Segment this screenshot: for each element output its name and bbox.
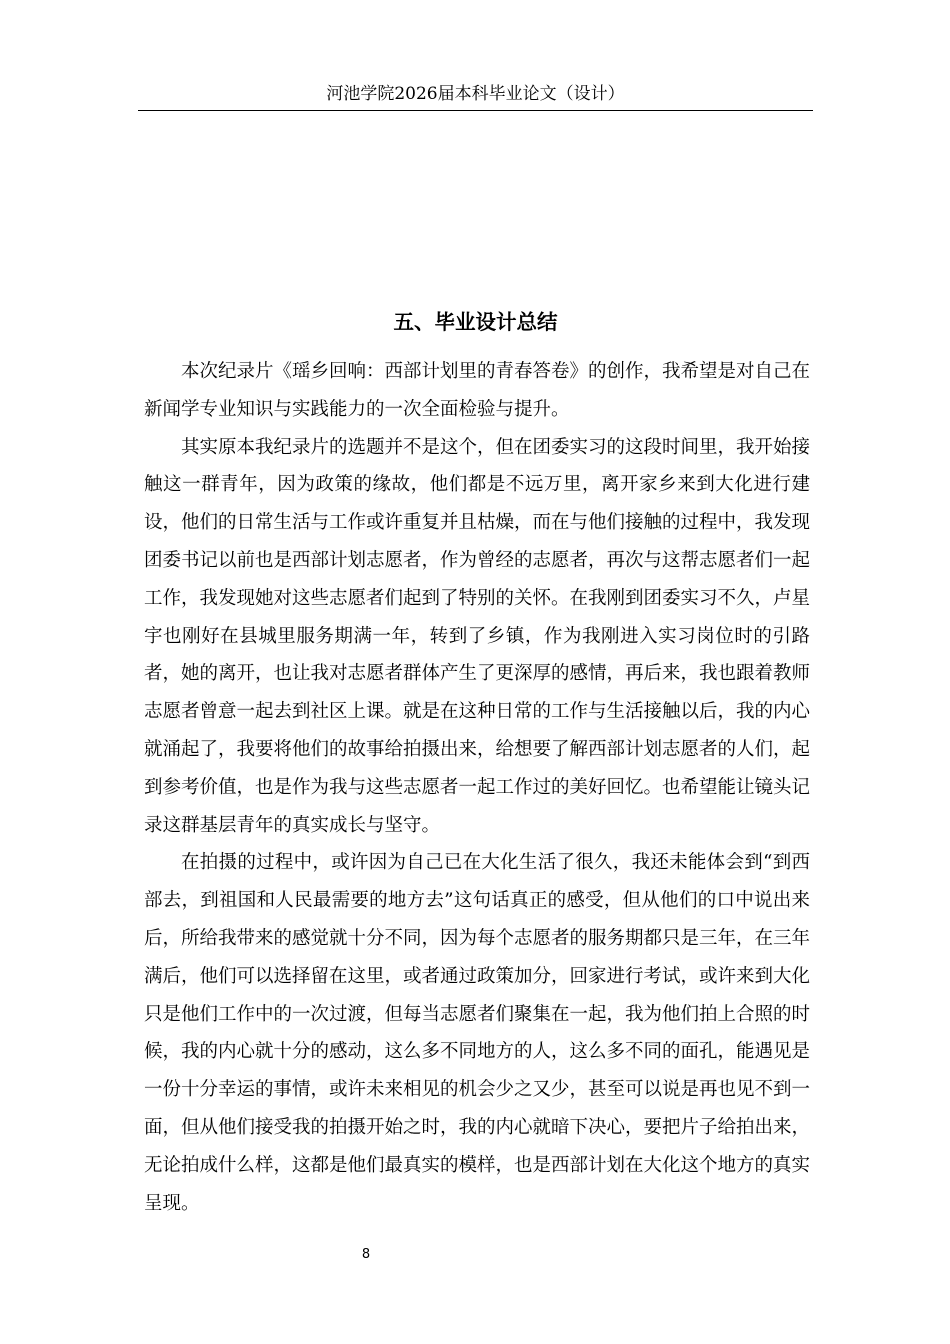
body-text	[144, 353, 810, 1222]
paragraph: 在拍摄的过程中，或许因为自己已在大化生活了很久，我还未能体会到“到西部去，到祖国和人民最需要的地方去”这句话真正的感受，但从他们的口中说出来后，所给我带来的感觉就十分不同，因为每个志愿者的服务期都只是三年，在三年满后，他们可以选择留在这里，或者通过政策加分，回家进行考试，或许来到大化只是他们工作中的一次过渡，但每当志愿者们聚集在一起，我为他们拍上合照的时候，我的内心就十分的感动，这么多不同地方的人，这么多不同的面孔，能遇见是一份十分幸运的事情，或许未来相见的机会少之又少，甚至可以说是再也见不到一面，但从他们接受我的拍摄开始之时，我的内心就暗下决心，要把片子给拍出来，无论拍成什么样，这都是他们最真实的模样，也是西部计划在大化这个地方的真实呈现。	[144, 852, 811, 1214]
section-title: 五、毕业设计总结	[393, 310, 558, 334]
page-number: 8	[361, 1247, 371, 1262]
paragraph: 本次纪录片《瑶乡回响：西部计划里的青春答卷》的创作，我希望是对自己在新闻学专业知识与实践能力的一次全面检验与提升。	[144, 361, 811, 420]
page-header: 河池学院2026届本科毕业论文（设计）	[326, 84, 625, 104]
paragraph: 其实原本我纪录片的选题并不是这个，但在团委实习的这段时间里，我开始接触这一群青年，因为政策的缘故，他们都是不远万里，离开家乡来到大化进行建设，他们的日常生活与工作或许重复并且枯燥，而在与他们接触的过程中，我发现团委书记以前也是西部计划志愿者，作为曾经的志愿者，再次与这帮志愿者们一起工作，我发现她对这些志愿者们起到了特别的关怀。在我刚到团委实习不久，卢星宇也刚好在县城里服务期满一年，转到了乡镇，作为我刚进入实习岗位时的引路者，她的离开，也让我对志愿者群体产生了更深厚的感情，再后来，我也跟着教师志愿者曾意一起去到社区上课。就是在这种日常的工作与生活接触以后，我的内心就涌起了，我要将他们的故事给拍摄出来，给想要了解西部计划志愿者的人们，起到参考价值，也是作为我与这些志愿者一起工作过的美好回忆。也希望能让镜头记录这群基层青年的真实成长与坚守。	[144, 436, 811, 836]
header-divider	[138, 110, 813, 111]
